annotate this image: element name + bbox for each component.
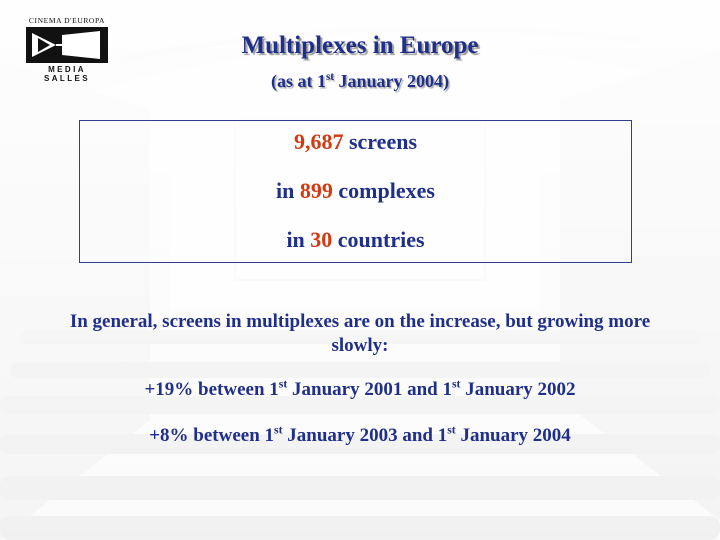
growth-pre: +19% between 1 (144, 379, 279, 400)
growth-mid: January 2001 and 1 (287, 379, 452, 400)
logo-bottom-text: MEDIA SALLES (44, 65, 90, 83)
subtitle-suffix: January 2004) (334, 71, 450, 91)
stat-suffix: complexes (332, 178, 435, 203)
growth-sup: st (274, 423, 283, 437)
growth-post: January 2004 (455, 425, 571, 446)
logo-top-text: CINEMA D'EUROPA (28, 16, 106, 25)
page-subtitle (0, 71, 720, 92)
growth-mid: January 2003 and 1 (282, 425, 448, 446)
stat-complexes (80, 178, 631, 204)
growth-2001-2002 (40, 378, 680, 402)
stats-box (79, 120, 632, 263)
page-title: Multiplexes in Europe (241, 32, 479, 59)
growth-pre: +8% between 1 (149, 425, 275, 446)
stat-suffix: countries (332, 227, 425, 252)
growth-sup: st (447, 423, 456, 437)
stat-screens (80, 129, 631, 155)
stat-value: 30 (310, 227, 333, 252)
stat-suffix: screens (343, 129, 418, 154)
growth-2003-2004 (40, 424, 680, 448)
stat-value: 9,687 (293, 129, 344, 154)
growth-sup: st (278, 377, 288, 391)
subtitle-sup: st (325, 71, 335, 83)
stat-prefix: in (276, 178, 300, 203)
growth-post: January 2002 (460, 379, 576, 400)
growth-sup: st (451, 377, 461, 391)
stat-prefix: in (286, 227, 311, 252)
general-trend-text: In general, screens in multiplexes are on the increase, but growing more slowly: (69, 311, 651, 356)
subtitle-prefix: (as at 1 (270, 71, 326, 91)
stat-value: 899 (299, 178, 333, 203)
stat-countries (80, 227, 631, 253)
